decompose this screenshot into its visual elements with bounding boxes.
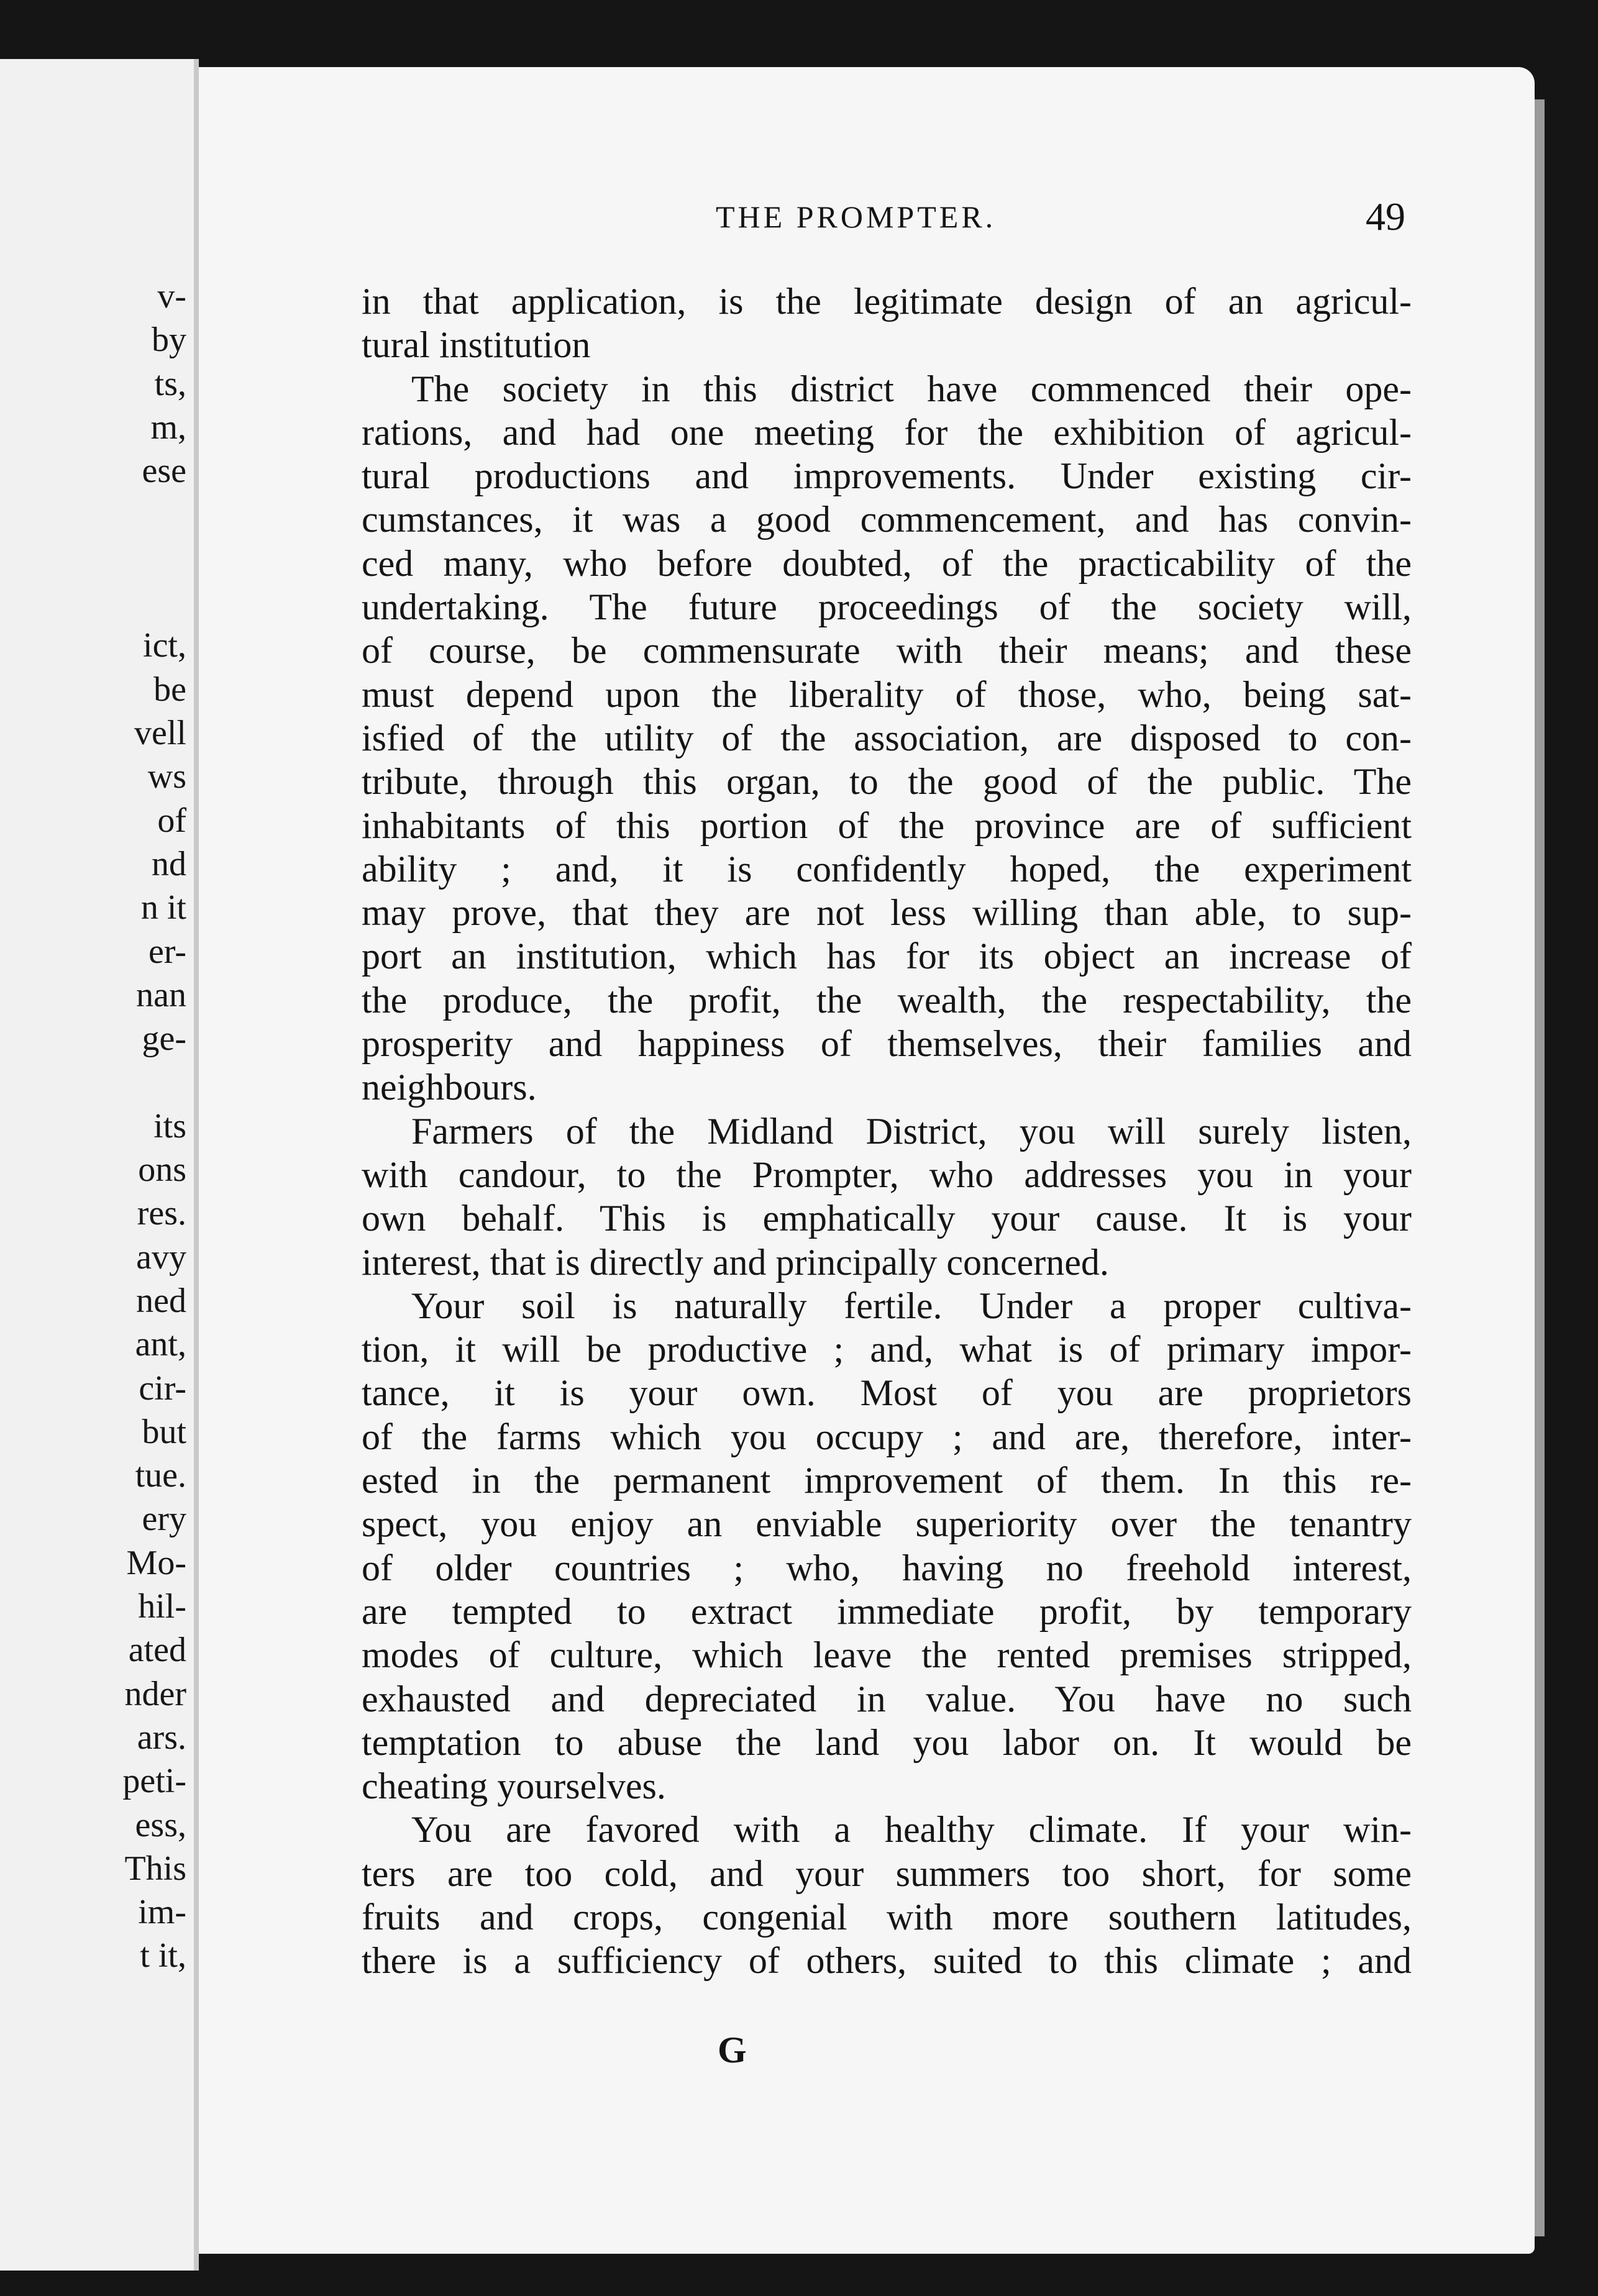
text-line: temptation to abuse the land you labor on. It would be	[362, 1721, 1412, 1763]
facing-page-text-fragment: res.	[137, 1194, 186, 1233]
text-line: Your soil is naturally fertile. Under a proper cultiva-	[411, 1285, 1412, 1326]
facing-page-text-fragment: im-	[138, 1893, 186, 1932]
facing-page-text-fragment: ict,	[143, 626, 186, 665]
text-line: cheating yourselves.	[362, 1765, 666, 1807]
text-line: neighbours.	[362, 1067, 537, 1108]
facing-page-text-fragment: of	[157, 801, 186, 840]
facing-page-fragment	[0, 59, 194, 2271]
text-line: tribute, through this organ, to the good of the public. The	[362, 761, 1412, 803]
facing-page-text-fragment: ge-	[142, 1019, 186, 1059]
text-line: with candour, to the Prompter, who addresses you in your	[362, 1154, 1412, 1195]
text-line: of the farms which you occupy ; and are, therefore, inter-	[362, 1416, 1412, 1457]
text-line: there is a sufficiency of others, suited to this climate ; and	[362, 1940, 1412, 1982]
text-line: prosperity and happiness of themselves, their families and	[362, 1023, 1412, 1065]
facing-page-text-fragment: but	[142, 1412, 186, 1451]
text-line: may prove, that they are not less willing than able, to sup-	[362, 892, 1412, 934]
text-line: isfied of the utility of the association, are disposed to con-	[362, 717, 1412, 758]
facing-page-text-fragment: avy	[136, 1237, 186, 1277]
facing-page-text-fragment: nan	[136, 975, 186, 1014]
text-line: rations, and had one meeting for the exhibition of agricul-	[362, 411, 1412, 453]
facing-page-text-fragment: t it,	[140, 1936, 186, 1975]
facing-page-text-fragment: ws	[147, 757, 186, 796]
facing-page-text-fragment: Mo-	[126, 1543, 186, 1582]
text-line: tural institution	[362, 324, 591, 366]
facing-page-text-fragment: nder	[124, 1674, 186, 1713]
text-line: fruits and crops, congenial with more southern latitudes,	[362, 1896, 1412, 1938]
facing-page-text-fragment: ts,	[154, 364, 186, 403]
page-edge-shadow	[1535, 99, 1545, 2236]
text-line: exhausted and depreciated in value. You have no such	[362, 1678, 1412, 1720]
facing-page-text-fragment: ated	[128, 1631, 186, 1670]
facing-page-text-fragment: ese	[142, 452, 186, 491]
body-text	[362, 280, 1412, 1983]
text-line: in that application, is the legitimate design of an agricul-	[362, 281, 1412, 322]
book-gutter	[194, 59, 199, 2271]
text-line: own behalf. This is emphatically your cause. It is your	[362, 1198, 1412, 1239]
facing-page-text-fragment: nd	[152, 844, 186, 883]
facing-page-text-fragment: This	[124, 1849, 186, 1888]
text-line: Farmers of the Midland District, you will surely listen,	[411, 1110, 1412, 1152]
text-line: undertaking. The future proceedings of the society will,	[362, 586, 1412, 628]
facing-page-text-fragment: hil-	[138, 1587, 186, 1626]
text-line: ability ; and, it is confidently hoped, the experiment	[362, 848, 1412, 890]
facing-page-text-fragment: vell	[134, 714, 186, 752]
text-line: cumstances, it was a good commencement, and has convin-	[362, 499, 1412, 540]
facing-page-text-fragment: ons	[138, 1150, 186, 1189]
text-line: tance, it is your own. Most of you are proprietors	[362, 1372, 1412, 1414]
facing-page-text-fragment: m,	[150, 408, 186, 447]
text-line: spect, you enjoy an enviable superiority over the tenantry	[362, 1503, 1412, 1545]
facing-page-text-fragment: ery	[142, 1500, 186, 1539]
text-line: The society in this district have commenced their ope-	[411, 368, 1412, 409]
running-title: THE PROMPTER.	[716, 199, 997, 234]
facing-page-text-fragment: ned	[136, 1281, 186, 1320]
facing-page-text-fragment: n it	[140, 888, 186, 927]
facing-page-text-fragment: be	[153, 670, 186, 709]
facing-page-text-fragment: ant,	[135, 1325, 186, 1364]
text-line: You are favored with a healthy climate. If your win-	[411, 1809, 1412, 1851]
facing-page-text-fragment: its	[153, 1106, 186, 1146]
text-line: the produce, the profit, the wealth, the respectability, the	[362, 979, 1412, 1021]
text-line: tural productions and improvements. Under existing cir-	[362, 455, 1412, 497]
page-number: 49	[1366, 194, 1405, 239]
facing-page-text-fragment: ess,	[135, 1805, 186, 1844]
facing-page-text-fragment: v-	[157, 277, 186, 316]
facing-page-text-fragment: peti-	[122, 1762, 186, 1801]
text-line: ters are too cold, and your summers too short, for some	[362, 1852, 1412, 1894]
facing-page-text-fragment: tue.	[135, 1456, 186, 1495]
signature-mark: G	[718, 2030, 747, 2070]
facing-page-text-fragment: cir-	[139, 1369, 186, 1408]
facing-page-text-fragment: er-	[148, 932, 186, 971]
text-line: tion, it will be productive ; and, what is of primary impor-	[362, 1329, 1412, 1370]
facing-page-text-fragment: by	[152, 321, 186, 360]
facing-page-text-fragment: ars.	[137, 1718, 186, 1757]
text-line: ested in the permanent improvement of them. In this re-	[362, 1460, 1412, 1501]
text-line: port an institution, which has for its object an increase of	[362, 936, 1412, 977]
text-line: interest, that is directly and principally concerned.	[362, 1241, 1109, 1283]
text-line: modes of culture, which leave the rented premises stripped,	[362, 1634, 1412, 1676]
text-line: inhabitants of this portion of the province are of sufficient	[362, 804, 1412, 846]
text-line: must depend upon the liberality of those, who, being sat-	[362, 673, 1412, 715]
text-line: of older countries ; who, having no freehold interest,	[362, 1547, 1412, 1588]
text-line: ced many, who before doubted, of the practicability of the	[362, 542, 1412, 584]
text-line: are tempted to extract immediate profit, by temporary	[362, 1590, 1412, 1632]
text-line: of course, be commensurate with their means; and these	[362, 630, 1412, 672]
